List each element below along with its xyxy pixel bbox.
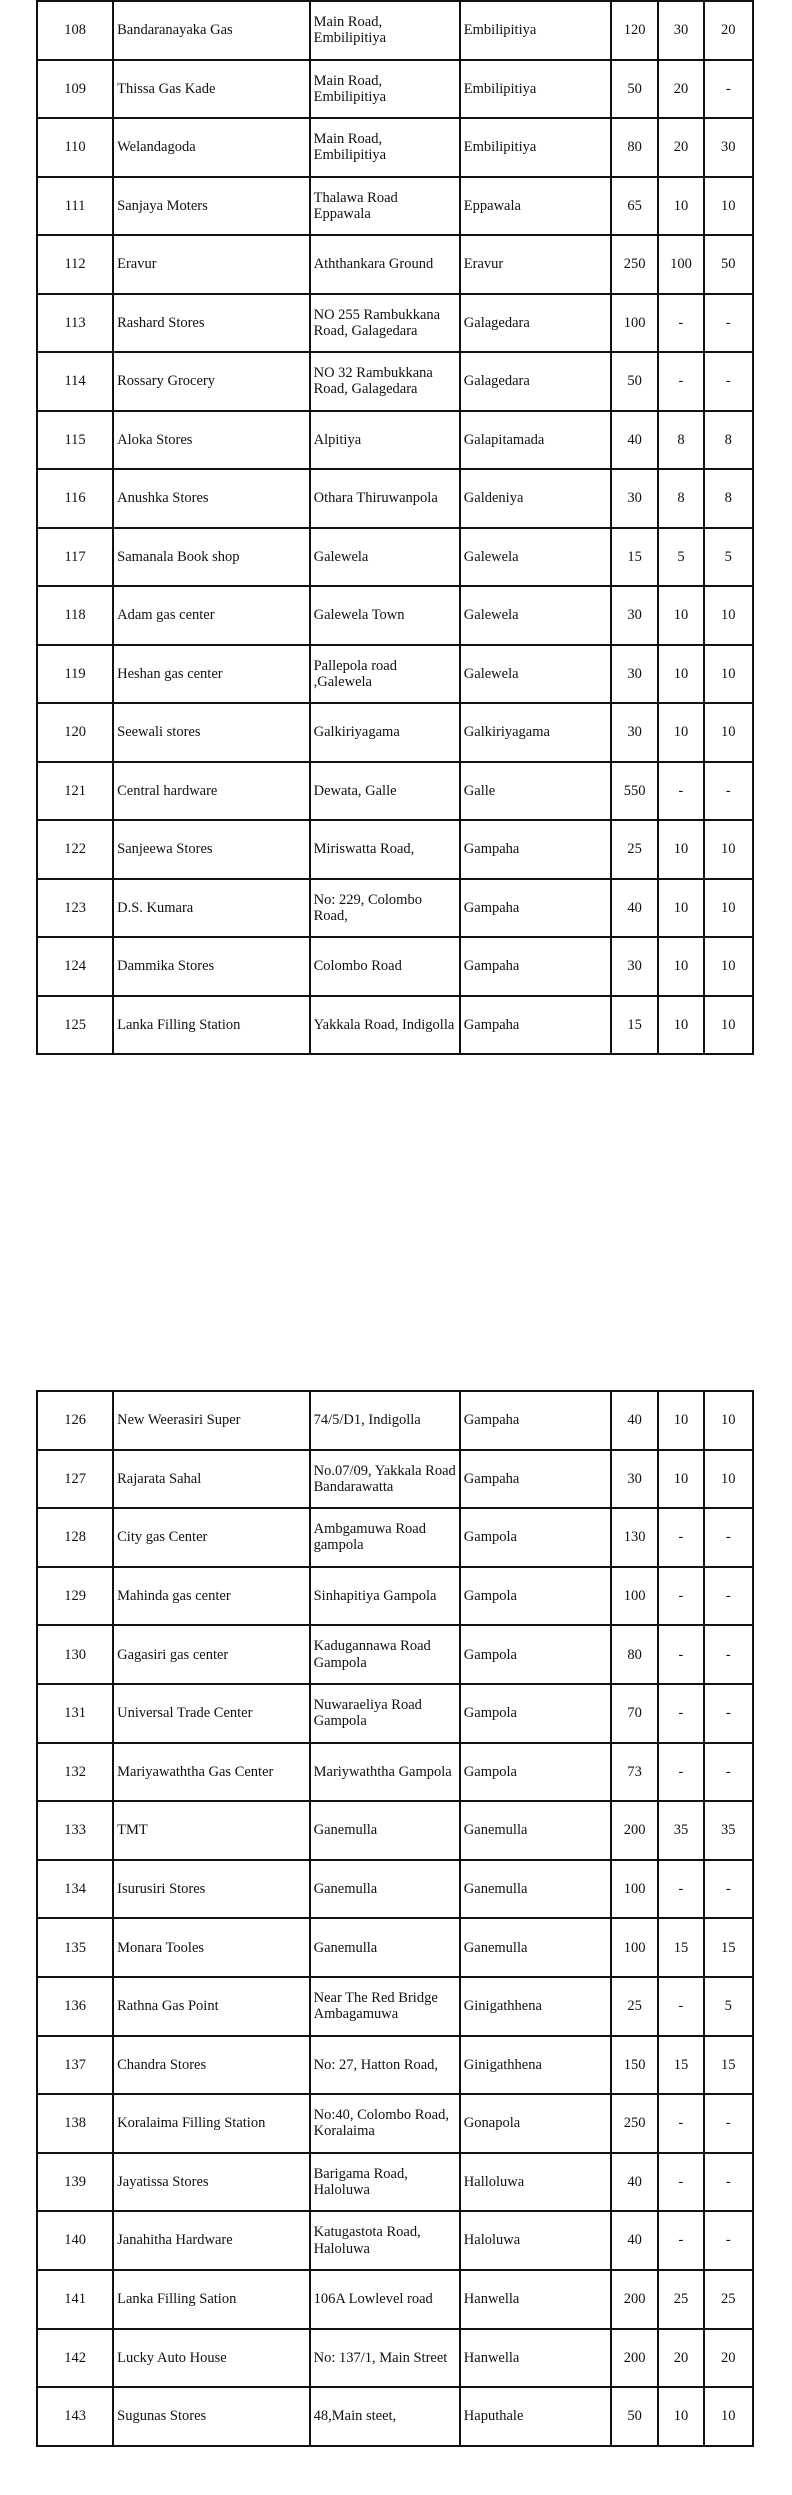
cell-quantity-1: 30 <box>611 469 658 528</box>
cell-number: 118 <box>37 586 113 645</box>
cell-dealer-name: Monara Tooles <box>113 1918 309 1977</box>
cell-address: 106A Lowlevel road <box>310 2270 460 2329</box>
cell-town: Galagedara <box>460 294 611 353</box>
cell-quantity-3: 8 <box>704 469 753 528</box>
cell-quantity-2: - <box>658 762 703 821</box>
table-body <box>37 1391 753 2446</box>
table-row <box>37 1684 753 1743</box>
cell-address: No: 27, Hatton Road, <box>310 2036 460 2095</box>
cell-quantity-2: 8 <box>658 469 703 528</box>
cell-dealer-name: Adam gas center <box>113 586 309 645</box>
cell-dealer-name: Isurusiri Stores <box>113 1860 309 1919</box>
cell-dealer-name: Aloka Stores <box>113 411 309 470</box>
cell-quantity-3: - <box>704 60 753 119</box>
cell-address: Barigama Road, Haloluwa <box>310 2153 460 2212</box>
cell-quantity-1: 25 <box>611 1977 658 2036</box>
cell-town: Gampola <box>460 1625 611 1684</box>
cell-town: Halloluwa <box>460 2153 611 2212</box>
table-row <box>37 177 753 236</box>
cell-quantity-1: 40 <box>611 879 658 938</box>
cell-number: 119 <box>37 645 113 704</box>
cell-address: Kadugannawa Road Gampola <box>310 1625 460 1684</box>
cell-address: Miriswatta Road, <box>310 820 460 879</box>
cell-quantity-2: - <box>658 1508 703 1567</box>
cell-quantity-3: 25 <box>704 2270 753 2329</box>
table-row <box>37 1508 753 1567</box>
table-row <box>37 1918 753 1977</box>
cell-dealer-name: Sugunas Stores <box>113 2387 309 2446</box>
cell-dealer-name: Lanka Filling Station <box>113 996 309 1055</box>
cell-address: NO 255 Rambukkana Road, Galagedara <box>310 294 460 353</box>
cell-number: 143 <box>37 2387 113 2446</box>
cell-quantity-1: 30 <box>611 937 658 996</box>
cell-quantity-1: 250 <box>611 235 658 294</box>
cell-address: Othara Thiruwanpola <box>310 469 460 528</box>
cell-number: 113 <box>37 294 113 353</box>
cell-quantity-3: 10 <box>704 1391 753 1450</box>
cell-address: Colombo Road <box>310 937 460 996</box>
cell-quantity-1: 100 <box>611 294 658 353</box>
cell-quantity-3: 10 <box>704 586 753 645</box>
cell-town: Embilipitiya <box>460 1 611 60</box>
cell-quantity-2: 10 <box>658 645 703 704</box>
cell-number: 125 <box>37 996 113 1055</box>
cell-town: Galewela <box>460 528 611 587</box>
cell-quantity-3: 20 <box>704 2329 753 2388</box>
cell-quantity-1: 40 <box>611 411 658 470</box>
cell-quantity-2: - <box>658 1860 703 1919</box>
table-row <box>37 586 753 645</box>
cell-town: Galapitamada <box>460 411 611 470</box>
cell-address: Pallepola road ,Galewela <box>310 645 460 704</box>
cell-dealer-name: Universal Trade Center <box>113 1684 309 1743</box>
cell-dealer-name: Sanjaya Moters <box>113 177 309 236</box>
cell-number: 135 <box>37 1918 113 1977</box>
cell-quantity-2: - <box>658 2211 703 2270</box>
cell-address: Main Road, Embilipitiya <box>310 118 460 177</box>
cell-quantity-3: 10 <box>704 820 753 879</box>
cell-town: Gampola <box>460 1567 611 1626</box>
cell-quantity-3: 15 <box>704 1918 753 1977</box>
cell-number: 132 <box>37 1743 113 1802</box>
cell-quantity-3: - <box>704 294 753 353</box>
cell-quantity-2: - <box>658 352 703 411</box>
dealer-table-page-2 <box>36 1390 754 2447</box>
cell-quantity-2: 10 <box>658 820 703 879</box>
cell-address: Ganemulla <box>310 1801 460 1860</box>
cell-town: Haloluwa <box>460 2211 611 2270</box>
cell-town: Haputhale <box>460 2387 611 2446</box>
cell-quantity-3: 10 <box>704 2387 753 2446</box>
table-row <box>37 60 753 119</box>
cell-address: 74/5/D1, Indigolla <box>310 1391 460 1450</box>
cell-quantity-3: - <box>704 1508 753 1567</box>
cell-address: Alpitiya <box>310 411 460 470</box>
table-row <box>37 2094 753 2153</box>
cell-town: Ganemulla <box>460 1918 611 1977</box>
cell-number: 136 <box>37 1977 113 2036</box>
cell-town: Eravur <box>460 235 611 294</box>
table-row <box>37 1 753 60</box>
cell-quantity-1: 65 <box>611 177 658 236</box>
cell-quantity-1: 250 <box>611 2094 658 2153</box>
cell-quantity-3: 10 <box>704 996 753 1055</box>
cell-quantity-2: 10 <box>658 879 703 938</box>
cell-address: Galkiriyagama <box>310 703 460 762</box>
cell-quantity-3: - <box>704 762 753 821</box>
cell-number: 116 <box>37 469 113 528</box>
cell-address: 48,Main steet, <box>310 2387 460 2446</box>
cell-dealer-name: Gagasiri gas center <box>113 1625 309 1684</box>
cell-quantity-1: 40 <box>611 2211 658 2270</box>
cell-dealer-name: New Weerasiri Super <box>113 1391 309 1450</box>
cell-quantity-1: 130 <box>611 1508 658 1567</box>
cell-quantity-2: 20 <box>658 118 703 177</box>
cell-dealer-name: Central hardware <box>113 762 309 821</box>
cell-town: Galewela <box>460 645 611 704</box>
cell-quantity-1: 30 <box>611 586 658 645</box>
table-row <box>37 352 753 411</box>
cell-dealer-name: City gas Center <box>113 1508 309 1567</box>
cell-quantity-1: 15 <box>611 528 658 587</box>
cell-quantity-1: 40 <box>611 2153 658 2212</box>
cell-town: Gampaha <box>460 879 611 938</box>
cell-dealer-name: Welandagoda <box>113 118 309 177</box>
cell-town: Hanwella <box>460 2270 611 2329</box>
cell-dealer-name: Thissa Gas Kade <box>113 60 309 119</box>
cell-town: Gampola <box>460 1684 611 1743</box>
cell-town: Ginigathhena <box>460 1977 611 2036</box>
cell-dealer-name: D.S. Kumara <box>113 879 309 938</box>
cell-quantity-1: 30 <box>611 703 658 762</box>
cell-quantity-2: 20 <box>658 60 703 119</box>
cell-quantity-2: - <box>658 1743 703 1802</box>
table-row <box>37 1567 753 1626</box>
cell-quantity-1: 200 <box>611 1801 658 1860</box>
cell-quantity-1: 30 <box>611 645 658 704</box>
cell-address: Mariywaththa Gampola <box>310 1743 460 1802</box>
cell-number: 117 <box>37 528 113 587</box>
cell-number: 138 <box>37 2094 113 2153</box>
cell-number: 137 <box>37 2036 113 2095</box>
cell-dealer-name: Lucky Auto House <box>113 2329 309 2388</box>
table-body <box>37 1 753 1054</box>
table-row <box>37 469 753 528</box>
cell-quantity-3: - <box>704 1625 753 1684</box>
cell-address: Thalawa Road Eppawala <box>310 177 460 236</box>
cell-address: Galewela Town <box>310 586 460 645</box>
cell-number: 128 <box>37 1508 113 1567</box>
cell-dealer-name: Anushka Stores <box>113 469 309 528</box>
cell-quantity-2: 10 <box>658 1450 703 1509</box>
cell-quantity-2: - <box>658 2153 703 2212</box>
cell-number: 114 <box>37 352 113 411</box>
cell-dealer-name: Samanala Book shop <box>113 528 309 587</box>
cell-quantity-3: - <box>704 352 753 411</box>
table-row <box>37 2211 753 2270</box>
cell-quantity-1: 50 <box>611 60 658 119</box>
cell-dealer-name: Chandra Stores <box>113 2036 309 2095</box>
table-row <box>37 1743 753 1802</box>
table-row <box>37 2036 753 2095</box>
cell-dealer-name: TMT <box>113 1801 309 1860</box>
cell-quantity-3: 20 <box>704 1 753 60</box>
cell-quantity-3: - <box>704 2211 753 2270</box>
cell-number: 130 <box>37 1625 113 1684</box>
cell-dealer-name: Rashard Stores <box>113 294 309 353</box>
cell-quantity-1: 100 <box>611 1860 658 1919</box>
cell-quantity-1: 120 <box>611 1 658 60</box>
cell-quantity-2: - <box>658 1625 703 1684</box>
cell-number: 142 <box>37 2329 113 2388</box>
cell-quantity-3: 10 <box>704 879 753 938</box>
cell-number: 140 <box>37 2211 113 2270</box>
cell-quantity-2: 10 <box>658 1391 703 1450</box>
cell-quantity-2: - <box>658 294 703 353</box>
cell-quantity-1: 200 <box>611 2329 658 2388</box>
cell-number: 124 <box>37 937 113 996</box>
cell-address: Nuwaraeliya Road Gampola <box>310 1684 460 1743</box>
cell-address: Katugastota Road, Haloluwa <box>310 2211 460 2270</box>
cell-quantity-3: - <box>704 2094 753 2153</box>
cell-quantity-1: 200 <box>611 2270 658 2329</box>
cell-address: Main Road, Embilipitiya <box>310 60 460 119</box>
cell-town: Embilipitiya <box>460 60 611 119</box>
table-row <box>37 937 753 996</box>
cell-address: Near The Red Bridge Ambagamuwa <box>310 1977 460 2036</box>
cell-quantity-1: 50 <box>611 352 658 411</box>
cell-address: No:40, Colombo Road, Koralaima <box>310 2094 460 2153</box>
cell-number: 120 <box>37 703 113 762</box>
cell-dealer-name: Koralaima Filling Station <box>113 2094 309 2153</box>
cell-dealer-name: Eravur <box>113 235 309 294</box>
cell-quantity-2: 25 <box>658 2270 703 2329</box>
cell-town: Gampaha <box>460 996 611 1055</box>
table-row <box>37 1801 753 1860</box>
cell-town: Ganemulla <box>460 1801 611 1860</box>
table-row <box>37 1625 753 1684</box>
cell-quantity-2: 10 <box>658 177 703 236</box>
cell-address: Aththankara Ground <box>310 235 460 294</box>
cell-quantity-3: - <box>704 2153 753 2212</box>
cell-quantity-1: 25 <box>611 820 658 879</box>
table-row <box>37 996 753 1055</box>
cell-quantity-1: 150 <box>611 2036 658 2095</box>
cell-address: Dewata, Galle <box>310 762 460 821</box>
cell-town: Gampaha <box>460 1450 611 1509</box>
cell-town: Hanwella <box>460 2329 611 2388</box>
table-row <box>37 118 753 177</box>
cell-town: Galdeniya <box>460 469 611 528</box>
cell-number: 126 <box>37 1391 113 1450</box>
cell-town: Ganemulla <box>460 1860 611 1919</box>
cell-quantity-2: - <box>658 1567 703 1626</box>
cell-quantity-2: 10 <box>658 586 703 645</box>
cell-address: Yakkala Road, Indigolla <box>310 996 460 1055</box>
table-row <box>37 2270 753 2329</box>
cell-quantity-3: 10 <box>704 645 753 704</box>
cell-quantity-2: 10 <box>658 2387 703 2446</box>
cell-number: 112 <box>37 235 113 294</box>
cell-quantity-2: 35 <box>658 1801 703 1860</box>
cell-number: 123 <box>37 879 113 938</box>
cell-quantity-3: 10 <box>704 703 753 762</box>
cell-quantity-1: 15 <box>611 996 658 1055</box>
table-row <box>37 820 753 879</box>
table-row <box>37 1977 753 2036</box>
cell-quantity-3: 10 <box>704 177 753 236</box>
table-row <box>37 2153 753 2212</box>
cell-town: Galkiriyagama <box>460 703 611 762</box>
cell-quantity-3: - <box>704 1860 753 1919</box>
cell-number: 108 <box>37 1 113 60</box>
cell-dealer-name: Sanjeewa Stores <box>113 820 309 879</box>
cell-number: 131 <box>37 1684 113 1743</box>
cell-address: Main Road, Embilipitiya <box>310 1 460 60</box>
cell-quantity-1: 50 <box>611 2387 658 2446</box>
cell-quantity-1: 80 <box>611 1625 658 1684</box>
cell-town: Galagedara <box>460 352 611 411</box>
cell-address: Sinhapitiya Gampola <box>310 1567 460 1626</box>
cell-quantity-2: 10 <box>658 996 703 1055</box>
cell-dealer-name: Jayatissa Stores <box>113 2153 309 2212</box>
cell-dealer-name: Lanka Filling Sation <box>113 2270 309 2329</box>
cell-quantity-1: 550 <box>611 762 658 821</box>
cell-dealer-name: Rajarata Sahal <box>113 1450 309 1509</box>
cell-address: No: 137/1, Main Street <box>310 2329 460 2388</box>
cell-number: 115 <box>37 411 113 470</box>
cell-quantity-2: 100 <box>658 235 703 294</box>
cell-number: 121 <box>37 762 113 821</box>
cell-dealer-name: Mariyawaththa Gas Center <box>113 1743 309 1802</box>
cell-quantity-2: 5 <box>658 528 703 587</box>
cell-quantity-3: - <box>704 1743 753 1802</box>
cell-town: Gampaha <box>460 937 611 996</box>
cell-dealer-name: Bandaranayaka Gas <box>113 1 309 60</box>
cell-number: 134 <box>37 1860 113 1919</box>
cell-dealer-name: Heshan gas center <box>113 645 309 704</box>
cell-town: Gampola <box>460 1743 611 1802</box>
cell-quantity-2: - <box>658 1977 703 2036</box>
cell-dealer-name: Janahitha Hardware <box>113 2211 309 2270</box>
cell-dealer-name: Dammika Stores <box>113 937 309 996</box>
cell-dealer-name: Rossary Grocery <box>113 352 309 411</box>
cell-address: Galewela <box>310 528 460 587</box>
table-row <box>37 294 753 353</box>
cell-quantity-1: 30 <box>611 1450 658 1509</box>
cell-quantity-1: 40 <box>611 1391 658 1450</box>
cell-quantity-2: - <box>658 2094 703 2153</box>
cell-number: 122 <box>37 820 113 879</box>
cell-quantity-3: 35 <box>704 1801 753 1860</box>
table-row <box>37 1450 753 1509</box>
cell-town: Gampaha <box>460 1391 611 1450</box>
cell-dealer-name: Rathna Gas Point <box>113 1977 309 2036</box>
table-row <box>37 411 753 470</box>
cell-quantity-3: 8 <box>704 411 753 470</box>
cell-quantity-2: 30 <box>658 1 703 60</box>
table-row <box>37 1391 753 1450</box>
cell-address: Ganemulla <box>310 1918 460 1977</box>
cell-dealer-name: Seewali stores <box>113 703 309 762</box>
cell-quantity-2: 10 <box>658 703 703 762</box>
cell-quantity-1: 100 <box>611 1567 658 1626</box>
table-row <box>37 528 753 587</box>
cell-quantity-1: 70 <box>611 1684 658 1743</box>
cell-quantity-3: 30 <box>704 118 753 177</box>
cell-town: Galle <box>460 762 611 821</box>
cell-number: 139 <box>37 2153 113 2212</box>
cell-quantity-3: - <box>704 1567 753 1626</box>
cell-quantity-2: 20 <box>658 2329 703 2388</box>
cell-address: No: 229, Colombo Road, <box>310 879 460 938</box>
cell-quantity-2: - <box>658 1684 703 1743</box>
cell-number: 110 <box>37 118 113 177</box>
cell-town: Galewela <box>460 586 611 645</box>
cell-town: Ginigathhena <box>460 2036 611 2095</box>
cell-number: 141 <box>37 2270 113 2329</box>
cell-number: 133 <box>37 1801 113 1860</box>
cell-quantity-3: 15 <box>704 2036 753 2095</box>
cell-quantity-1: 80 <box>611 118 658 177</box>
cell-quantity-2: 15 <box>658 1918 703 1977</box>
cell-quantity-3: 10 <box>704 937 753 996</box>
cell-dealer-name: Mahinda gas center <box>113 1567 309 1626</box>
table-row <box>37 2329 753 2388</box>
cell-address: Ganemulla <box>310 1860 460 1919</box>
cell-quantity-1: 73 <box>611 1743 658 1802</box>
cell-address: NO 32 Rambukkana Road, Galagedara <box>310 352 460 411</box>
table-row <box>37 2387 753 2446</box>
cell-quantity-3: 5 <box>704 528 753 587</box>
dealer-table-page-1 <box>36 0 754 1055</box>
cell-quantity-2: 10 <box>658 937 703 996</box>
table-row <box>37 235 753 294</box>
cell-quantity-3: 50 <box>704 235 753 294</box>
cell-number: 111 <box>37 177 113 236</box>
cell-address: No.07/09, Yakkala Road Bandarawatta <box>310 1450 460 1509</box>
table-row <box>37 762 753 821</box>
cell-town: Gampaha <box>460 820 611 879</box>
cell-quantity-3: - <box>704 1684 753 1743</box>
cell-town: Embilipitiya <box>460 118 611 177</box>
table-row <box>37 1860 753 1919</box>
cell-quantity-2: 15 <box>658 2036 703 2095</box>
cell-town: Gonapola <box>460 2094 611 2153</box>
cell-number: 127 <box>37 1450 113 1509</box>
cell-quantity-2: 8 <box>658 411 703 470</box>
cell-town: Gampola <box>460 1508 611 1567</box>
cell-number: 129 <box>37 1567 113 1626</box>
table-row <box>37 703 753 762</box>
cell-town: Eppawala <box>460 177 611 236</box>
table-row <box>37 879 753 938</box>
cell-quantity-3: 10 <box>704 1450 753 1509</box>
table-row <box>37 645 753 704</box>
cell-number: 109 <box>37 60 113 119</box>
cell-quantity-1: 100 <box>611 1918 658 1977</box>
cell-quantity-3: 5 <box>704 1977 753 2036</box>
cell-address: Ambgamuwa Road gampola <box>310 1508 460 1567</box>
